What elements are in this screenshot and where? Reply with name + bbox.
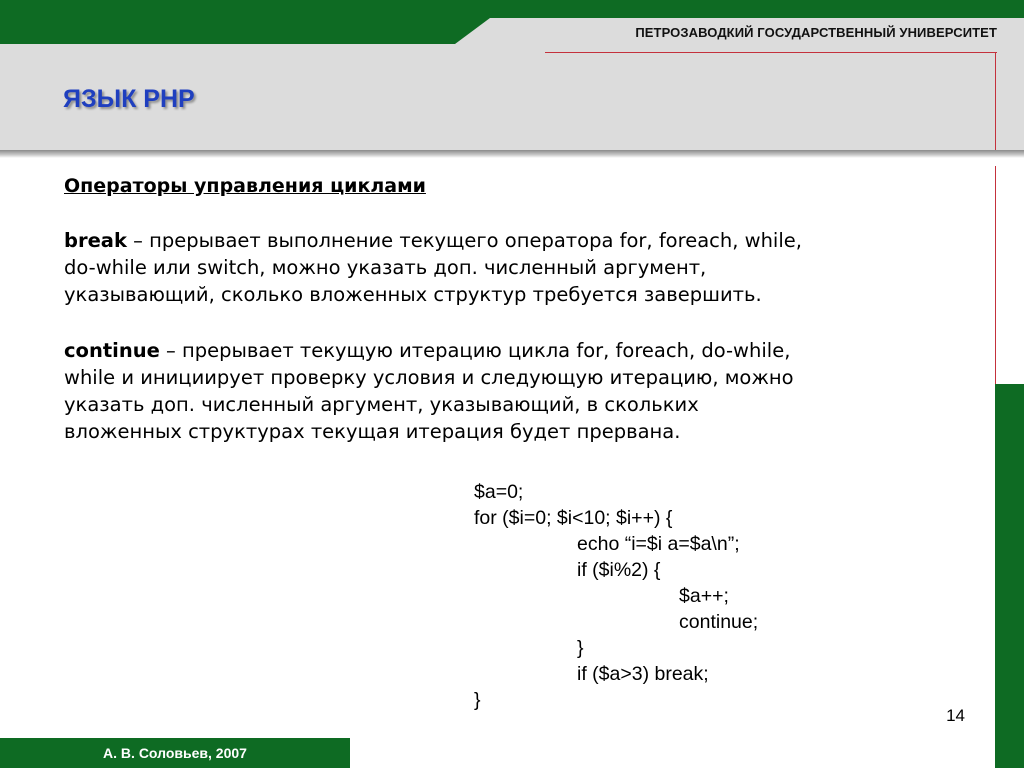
code-line: } <box>474 689 481 711</box>
code-line: } <box>577 637 584 659</box>
code-line: $a=0; <box>474 481 524 503</box>
code-line: $a++; <box>679 585 729 607</box>
continue-keyword: continue <box>64 339 160 362</box>
continue-line-3: указать доп. численный аргумент, указывающий, в скольких <box>64 393 699 416</box>
vertical-red-rule-top <box>995 52 996 150</box>
header-shadow <box>0 150 1024 158</box>
header-red-rule <box>545 52 997 53</box>
code-example <box>474 479 758 713</box>
continue-paragraph <box>64 337 934 445</box>
footer-author: А. В. Соловьев, 2007 <box>103 745 247 761</box>
continue-line-2: while и инициирует проверку условия и следующую итерацию, можно <box>64 366 794 389</box>
section-heading: Операторы управления циклами <box>64 175 426 197</box>
university-name: ПЕТРОЗАВОДКИЙ ГОСУДАРСТВЕННЫЙ УНИВЕРСИТЕТ <box>635 25 997 40</box>
break-paragraph <box>64 227 934 308</box>
code-line: echo “i=$i a=$a\n”; <box>577 533 740 555</box>
continue-line-1-text: – прерывает текущую итерацию цикла for, foreach, do-while, <box>159 339 791 362</box>
vertical-red-rule-body <box>995 166 996 384</box>
code-line: if ($a>3) break; <box>577 663 709 685</box>
code-line: continue; <box>679 611 759 633</box>
right-green-strip <box>995 384 1024 768</box>
code-line: for ($i=0; $i<10; $i++) { <box>474 507 673 529</box>
break-line-3: указывающий, сколько вложенных структур требуется завершить. <box>64 283 762 306</box>
page-number: 14 <box>946 706 965 725</box>
break-line-2: do-while или switch, можно указать доп. численный аргумент, <box>64 256 707 279</box>
slide-title: ЯЗЫК PHP <box>63 85 195 113</box>
break-line-1-text: – прерывает выполнение текущего оператора for, foreach, while, <box>126 229 802 252</box>
continue-line-1 <box>64 337 934 364</box>
break-line-1 <box>64 227 934 254</box>
code-line: if ($i%2) { <box>577 559 661 581</box>
break-keyword: break <box>64 229 127 252</box>
continue-line-4: вложенных структурах текущая итерация будет прервана. <box>64 420 681 443</box>
